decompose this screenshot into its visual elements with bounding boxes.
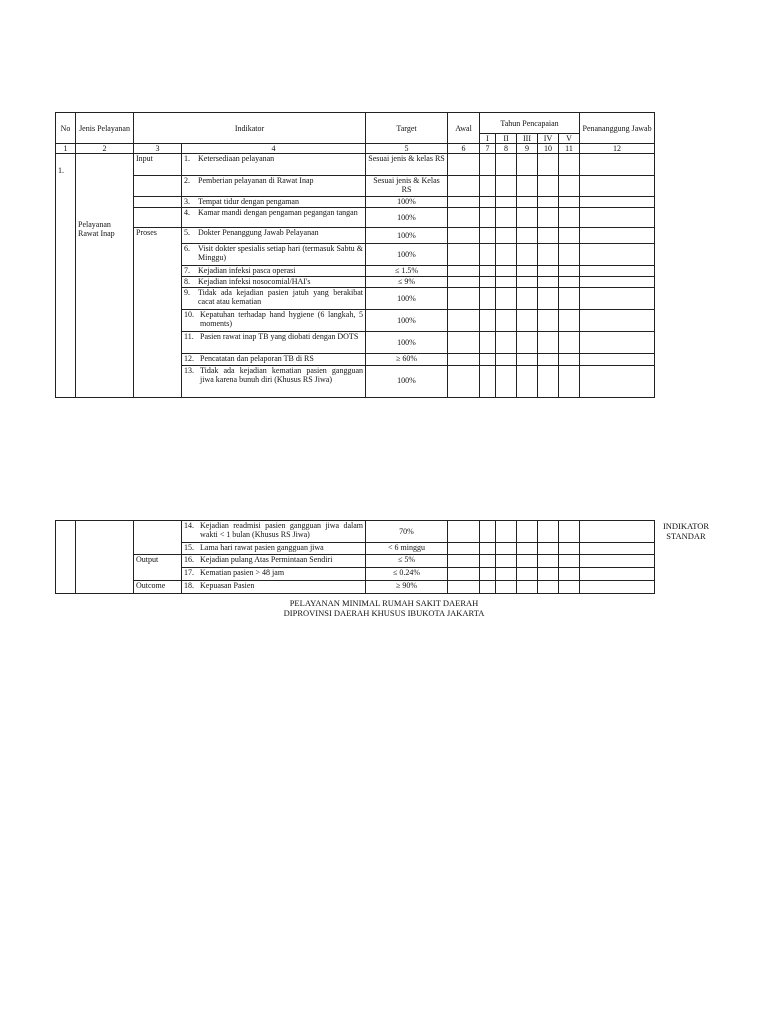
indicator-cell bbox=[182, 208, 366, 228]
header-tahun-pencapaian: Tahun Pencapaian bbox=[480, 113, 580, 134]
table-row bbox=[56, 521, 655, 543]
target-value: ≤ 0.24% bbox=[366, 568, 448, 581]
indicator-cell bbox=[182, 154, 366, 176]
target-value: 100% bbox=[366, 197, 448, 208]
indicator-text: Kepatuhan terhadap hand hygiene (6 langkah, 5 moments) bbox=[200, 310, 364, 328]
indicator-cell bbox=[182, 581, 366, 594]
year-header: V bbox=[559, 134, 580, 144]
indicator-number: 2. bbox=[184, 176, 190, 185]
header-jenis-pelayanan: Jenis Pelayanan bbox=[76, 113, 134, 144]
indicator-cell bbox=[182, 366, 366, 398]
indicator-cell bbox=[182, 543, 366, 555]
indicator-text: Dokter Penanggung Jawab Pelayanan bbox=[198, 228, 319, 237]
spm-table-part-2 bbox=[55, 520, 655, 594]
header-awal: Awal bbox=[448, 113, 480, 144]
indicator-cell bbox=[182, 521, 366, 543]
col-number: 2 bbox=[76, 144, 134, 154]
category-outcome: Outcome bbox=[134, 581, 182, 594]
target-value: 100% bbox=[366, 332, 448, 354]
table-row bbox=[56, 154, 655, 176]
indicator-text: Pencatatan dan pelaporan TB di RS bbox=[200, 354, 314, 363]
table-row bbox=[56, 228, 655, 244]
col-number: 6 bbox=[448, 144, 480, 154]
col-number: 10 bbox=[538, 144, 559, 154]
footer-line-1: PELAYANAN MINIMAL RUMAH SAKIT DAERAH bbox=[289, 598, 479, 608]
target-value: ≤ 9% bbox=[366, 277, 448, 288]
year-header: I bbox=[480, 134, 496, 144]
category-input: Input bbox=[134, 154, 182, 176]
indicator-text: Kejadian readmisi pasien gangguan jiwa dalam wakti < 1 bulan (Khusus RS Jiwa) bbox=[200, 521, 363, 539]
col-number: 4 bbox=[182, 144, 366, 154]
indicator-number: 16. bbox=[184, 555, 194, 564]
indicator-number: 9. bbox=[184, 288, 190, 297]
indicator-text: Lama hari rawat pasien gangguan jiwa bbox=[200, 543, 324, 552]
side-label: INDIKATOR STANDAR bbox=[662, 521, 710, 541]
indicator-number: 4. bbox=[184, 208, 190, 217]
indicator-cell bbox=[182, 244, 366, 266]
service-number: 1. bbox=[56, 154, 76, 398]
indicator-cell bbox=[182, 277, 366, 288]
table-row bbox=[56, 208, 655, 228]
indicator-cell bbox=[182, 568, 366, 581]
target-value: 100% bbox=[366, 228, 448, 244]
indicator-text: Tidak ada kejadian pasien jatuh yang berakibat cacat atau kematian bbox=[198, 288, 364, 306]
indicator-number: 18. bbox=[184, 581, 194, 590]
indicator-text: Visit dokter spesialis setiap hari (termasuk Sabtu & Minggu) bbox=[198, 244, 364, 262]
indicator-text: Pemberian pelayanan di Rawat Inap bbox=[198, 176, 314, 185]
header-no: No bbox=[56, 113, 76, 144]
indicator-cell bbox=[182, 332, 366, 354]
target-value: Sesuai jenis & Kelas RS bbox=[366, 176, 448, 197]
indicator-cell bbox=[182, 176, 366, 197]
indicator-number: 8. bbox=[184, 277, 190, 286]
col-number: 12 bbox=[580, 144, 655, 154]
year-header: IV bbox=[538, 134, 559, 144]
col-number: 11 bbox=[559, 144, 580, 154]
year-header: III bbox=[517, 134, 538, 144]
indicator-number: 15. bbox=[184, 543, 194, 552]
indicator-cell bbox=[182, 197, 366, 208]
indicator-cell bbox=[182, 288, 366, 310]
indicator-text: Kepuasan Pasien bbox=[200, 581, 255, 590]
target-value: ≥ 90% bbox=[366, 581, 448, 594]
indicator-number: 6. bbox=[184, 244, 190, 253]
indicator-number: 14. bbox=[184, 521, 194, 530]
indicator-text: Tempat tidur dengan pengaman bbox=[198, 197, 299, 206]
indicator-cell bbox=[182, 354, 366, 366]
table-row bbox=[56, 176, 655, 197]
col-number: 9 bbox=[517, 144, 538, 154]
footer-line-2: DIPROVINSI DAERAH KHUSUS IBUKOTA JAKARTA bbox=[283, 608, 485, 618]
indicator-text: Kejadian infeksi pasca operasi bbox=[198, 266, 296, 275]
table-row bbox=[56, 555, 655, 568]
indicator-cell bbox=[182, 310, 366, 332]
target-value: ≤ 1.5% bbox=[366, 266, 448, 277]
spm-table-part-1 bbox=[55, 112, 655, 398]
target-value: 70% bbox=[366, 521, 448, 543]
indicator-cell bbox=[182, 555, 366, 568]
target-value: 100% bbox=[366, 208, 448, 228]
target-value: ≥ 60% bbox=[366, 354, 448, 366]
column-number-row bbox=[56, 144, 655, 154]
category-output: Output bbox=[134, 555, 182, 581]
indicator-cell bbox=[182, 266, 366, 277]
indicator-number: 11. bbox=[184, 332, 194, 341]
header-target: Target bbox=[366, 113, 448, 144]
indicator-number: 13. bbox=[184, 366, 194, 375]
category-proses: Proses bbox=[134, 228, 182, 398]
indicator-text: Kejadian infeksi nosocomial/HAI's bbox=[198, 277, 311, 286]
indicator-number: 1. bbox=[184, 154, 190, 163]
service-name: Pelayanan Rawat Inap bbox=[76, 154, 134, 398]
indicator-number: 10. bbox=[184, 310, 194, 319]
target-value: 100% bbox=[366, 366, 448, 398]
table-row bbox=[56, 197, 655, 208]
col-number: 3 bbox=[134, 144, 182, 154]
col-number: 1 bbox=[56, 144, 76, 154]
col-number: 7 bbox=[480, 144, 496, 154]
header-penanggung-jawab: Penananggung Jawab bbox=[580, 113, 655, 144]
indicator-text: Tidak ada kejadian kematian pasien gangguan jiwa karena bunuh diri (Khusus RS Jiwa) bbox=[200, 366, 364, 384]
target-value: Sesuai jenis & kelas RS bbox=[366, 154, 448, 176]
target-value: < 6 minggu bbox=[366, 543, 448, 555]
target-value: 100% bbox=[366, 244, 448, 266]
indicator-number: 5. bbox=[184, 228, 190, 237]
col-number: 5 bbox=[366, 144, 448, 154]
indicator-text: Kematian pasien > 48 jam bbox=[200, 568, 285, 577]
col-number: 8 bbox=[496, 144, 517, 154]
indicator-number: 3. bbox=[184, 197, 190, 206]
indicator-text: Pasien rawat inap TB yang diobati dengan DOTS bbox=[200, 332, 359, 341]
indicator-text: Ketersediaan pelayanan bbox=[198, 154, 275, 163]
table-row bbox=[56, 581, 655, 594]
year-header: II bbox=[496, 134, 517, 144]
target-value: 100% bbox=[366, 288, 448, 310]
indicator-text: Kejadian pulang Atas Permintaan Sendiri bbox=[200, 555, 333, 564]
indicator-number: 17. bbox=[184, 568, 194, 577]
indicator-number: 12. bbox=[184, 354, 194, 363]
indicator-number: 7. bbox=[184, 266, 190, 275]
target-value: 100% bbox=[366, 310, 448, 332]
target-value: ≤ 5% bbox=[366, 555, 448, 568]
indicator-text: Kamar mandi dengan pengaman pegangan tangan bbox=[198, 208, 358, 217]
header-indikator: Indikator bbox=[134, 113, 366, 144]
indicator-cell bbox=[182, 228, 366, 244]
